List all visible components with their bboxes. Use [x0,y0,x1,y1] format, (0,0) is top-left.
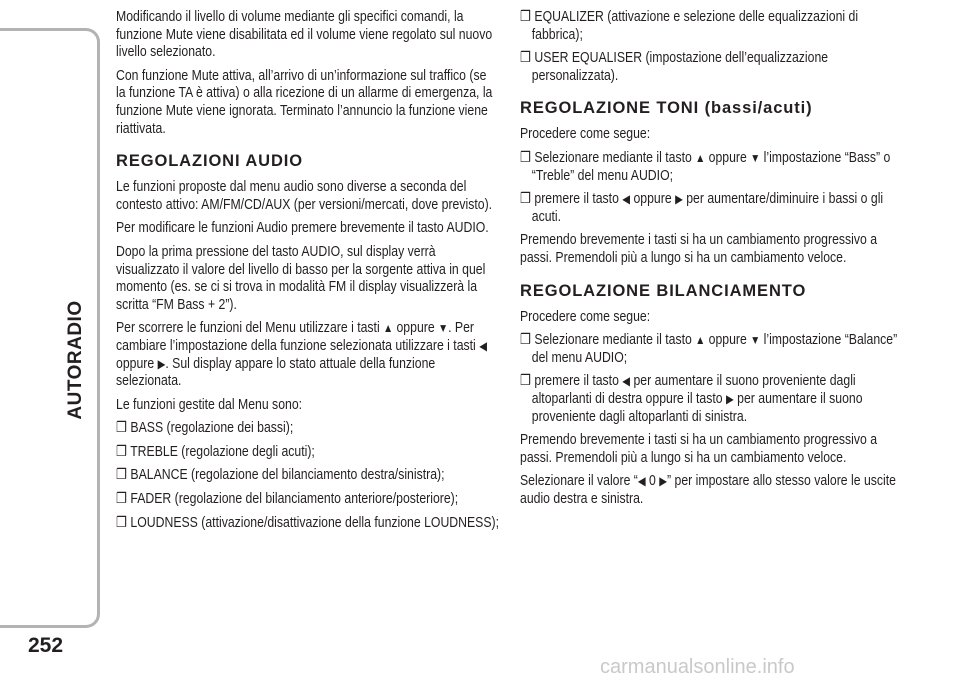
list-item [116,444,508,462]
triangle-down-icon: ▼ [438,321,449,336]
text-run: Selezionare mediante il tasto [534,332,692,349]
box-bullet-icon: ❒ [520,332,531,349]
paragraph: Dopo la prima pressione del tasto AUDIO, sul display verrà visualizzato il valore del livello di basso per la sorgente attiva in quel momento (es. se ci si trova in modalità FM il display visualizzerà la scritta “FM Bass + 2”). [116,243,486,313]
text-run: . Sul display appare lo stato attuale della funzione selezionata. [116,355,436,390]
paragraph: Premendo brevemente i tasti si ha un cambiamento progressivo a passi. Premendoli più a lungo si ha un cambiamento veloce. [520,432,878,466]
left-column [116,9,500,538]
right-column [520,9,900,514]
list-item [520,9,912,44]
triangle-right-icon: ▶ [659,474,668,489]
list-item-text: LOUDNESS (attivazione/disattivazione della funzione LOUDNESS); [130,514,500,531]
triangle-down-icon: ▼ [750,333,761,348]
paragraph: Per modificare le funzioni Audio premere brevemente il tasto AUDIO. [116,220,489,237]
list-item-text: TREBLE (regolazione degli acuti); [130,443,315,460]
triangle-right-icon: ▶ [675,192,683,207]
text-run: oppure [708,149,747,166]
paragraph [520,473,900,508]
text-run: oppure [396,320,435,337]
page-number: 252 [28,634,64,657]
text-run: per aumentare/diminuire i bassi o gli acuti. [531,191,884,225]
text-run: premere il tasto [534,373,619,390]
paragraph: Con funzione Mute attiva, all’arrivo di un’informazione sul traffico (se la funzione TA è attiva) o alla ricezione di un allarme di emergenza, la funzione Mute viene ignorata. Terminato l’annuncio la funzione viene riattivata. [116,67,493,137]
triangle-left-icon: ◀ [637,474,646,489]
text-run: l’impostazione “Bass” o “Treble” del menu AUDIO; [531,149,891,184]
section-label: AUTORADIO [65,300,86,420]
paragraph: Le funzioni proposte dal menu audio sono diverse a seconda del contesto attivo: AM/FM/CD/AUX (per versioni/mercati, dove previsto). [116,179,493,213]
text-run: . Per cambiare l’impostazione della funzione selezionata utilizzare i tasti [116,320,476,354]
text-run: 0 [649,473,656,490]
list-item [520,373,912,426]
triangle-left-icon: ◀ [622,374,631,389]
text-run: premere il tasto [534,191,619,208]
text-run: Per scorrere le funzioni del Menu utilizzare i tasti [116,320,380,337]
text-run: oppure [116,355,155,372]
list-item [116,467,508,485]
list-item-text: BALANCE (regolazione del bilanciamento destra/sinistra); [130,467,445,484]
list-item [116,491,508,509]
section-heading: REGOLAZIONI AUDIO [116,152,304,171]
text-run: Selezionare il valore “ [520,473,638,490]
triangle-right-icon: ▶ [725,391,734,406]
triangle-up-icon: ▲ [695,333,706,348]
box-bullet-icon: ❒ [520,373,531,390]
paragraph: Premendo brevemente i tasti si ha un cambiamento progressivo a passi. Premendoli più a lungo si ha un cambiamento veloce. [520,232,878,266]
text-run: Selezionare mediante il tasto [534,149,692,166]
text-run: per aumentare il suono proveniente dagli altoparlanti di destra oppure il tasto [531,373,856,407]
triangle-up-icon: ▲ [695,150,706,165]
box-bullet-icon: ❒ [520,149,531,166]
list-item [116,420,508,438]
box-bullet-icon: ❒ [116,443,127,460]
box-bullet-icon: ❒ [116,467,127,484]
triangle-down-icon: ▼ [750,150,761,165]
list-item-text: FADER (regolazione del bilanciamento anteriore/posteriore); [130,491,459,508]
section-heading: REGOLAZIONE TONI (bassi/acuti) [520,99,813,118]
list-item [520,150,912,185]
text-run: l’impostazione “Balance” del menu AUDIO; [531,332,898,366]
text-run: per aumentare il suono proveniente dagli altoparlanti di sinistra. [531,390,863,425]
box-bullet-icon: ❒ [520,9,531,25]
triangle-right-icon: ▶ [157,356,166,371]
list-item [116,515,508,533]
text-run: oppure [708,332,747,349]
list-item [520,191,912,226]
list-item-text: USER EQUALISER (impostazione dell’equalizzazione personalizzata). [531,50,829,84]
list-item [520,332,912,367]
triangle-left-icon: ◀ [479,338,487,353]
triangle-left-icon: ◀ [622,192,631,207]
paragraph: Procedere come segue: [520,126,651,143]
box-bullet-icon: ❒ [116,514,127,531]
text-run: ” per impostare allo stesso valore le uscite audio destra e sinistra. [520,473,896,507]
list-item-text: BASS (regolazione dei bassi); [130,420,294,437]
paragraph: Modificando il livello di volume mediante gli specifici comandi, la funzione Mute viene disabilitata ed il volume viene regolato sul nuovo livello selezionato. [116,9,493,61]
box-bullet-icon: ❒ [116,491,127,508]
section-heading: REGOLAZIONE BILANCIAMENTO [520,281,807,300]
box-bullet-icon: ❒ [520,50,531,67]
box-bullet-icon: ❒ [116,420,127,437]
list-item-text: EQUALIZER (attivazione e selezione delle equalizzazioni di fabbrica); [531,9,859,43]
box-bullet-icon: ❒ [520,191,531,208]
paragraph: Le funzioni gestite dal Menu sono: [116,396,303,413]
paragraph: Procedere come segue: [520,308,651,325]
text-run: oppure [633,191,672,208]
triangle-up-icon: ▲ [383,321,394,336]
watermark: carmanualsonline.info [600,656,795,678]
paragraph [116,320,496,390]
list-item [520,50,912,85]
